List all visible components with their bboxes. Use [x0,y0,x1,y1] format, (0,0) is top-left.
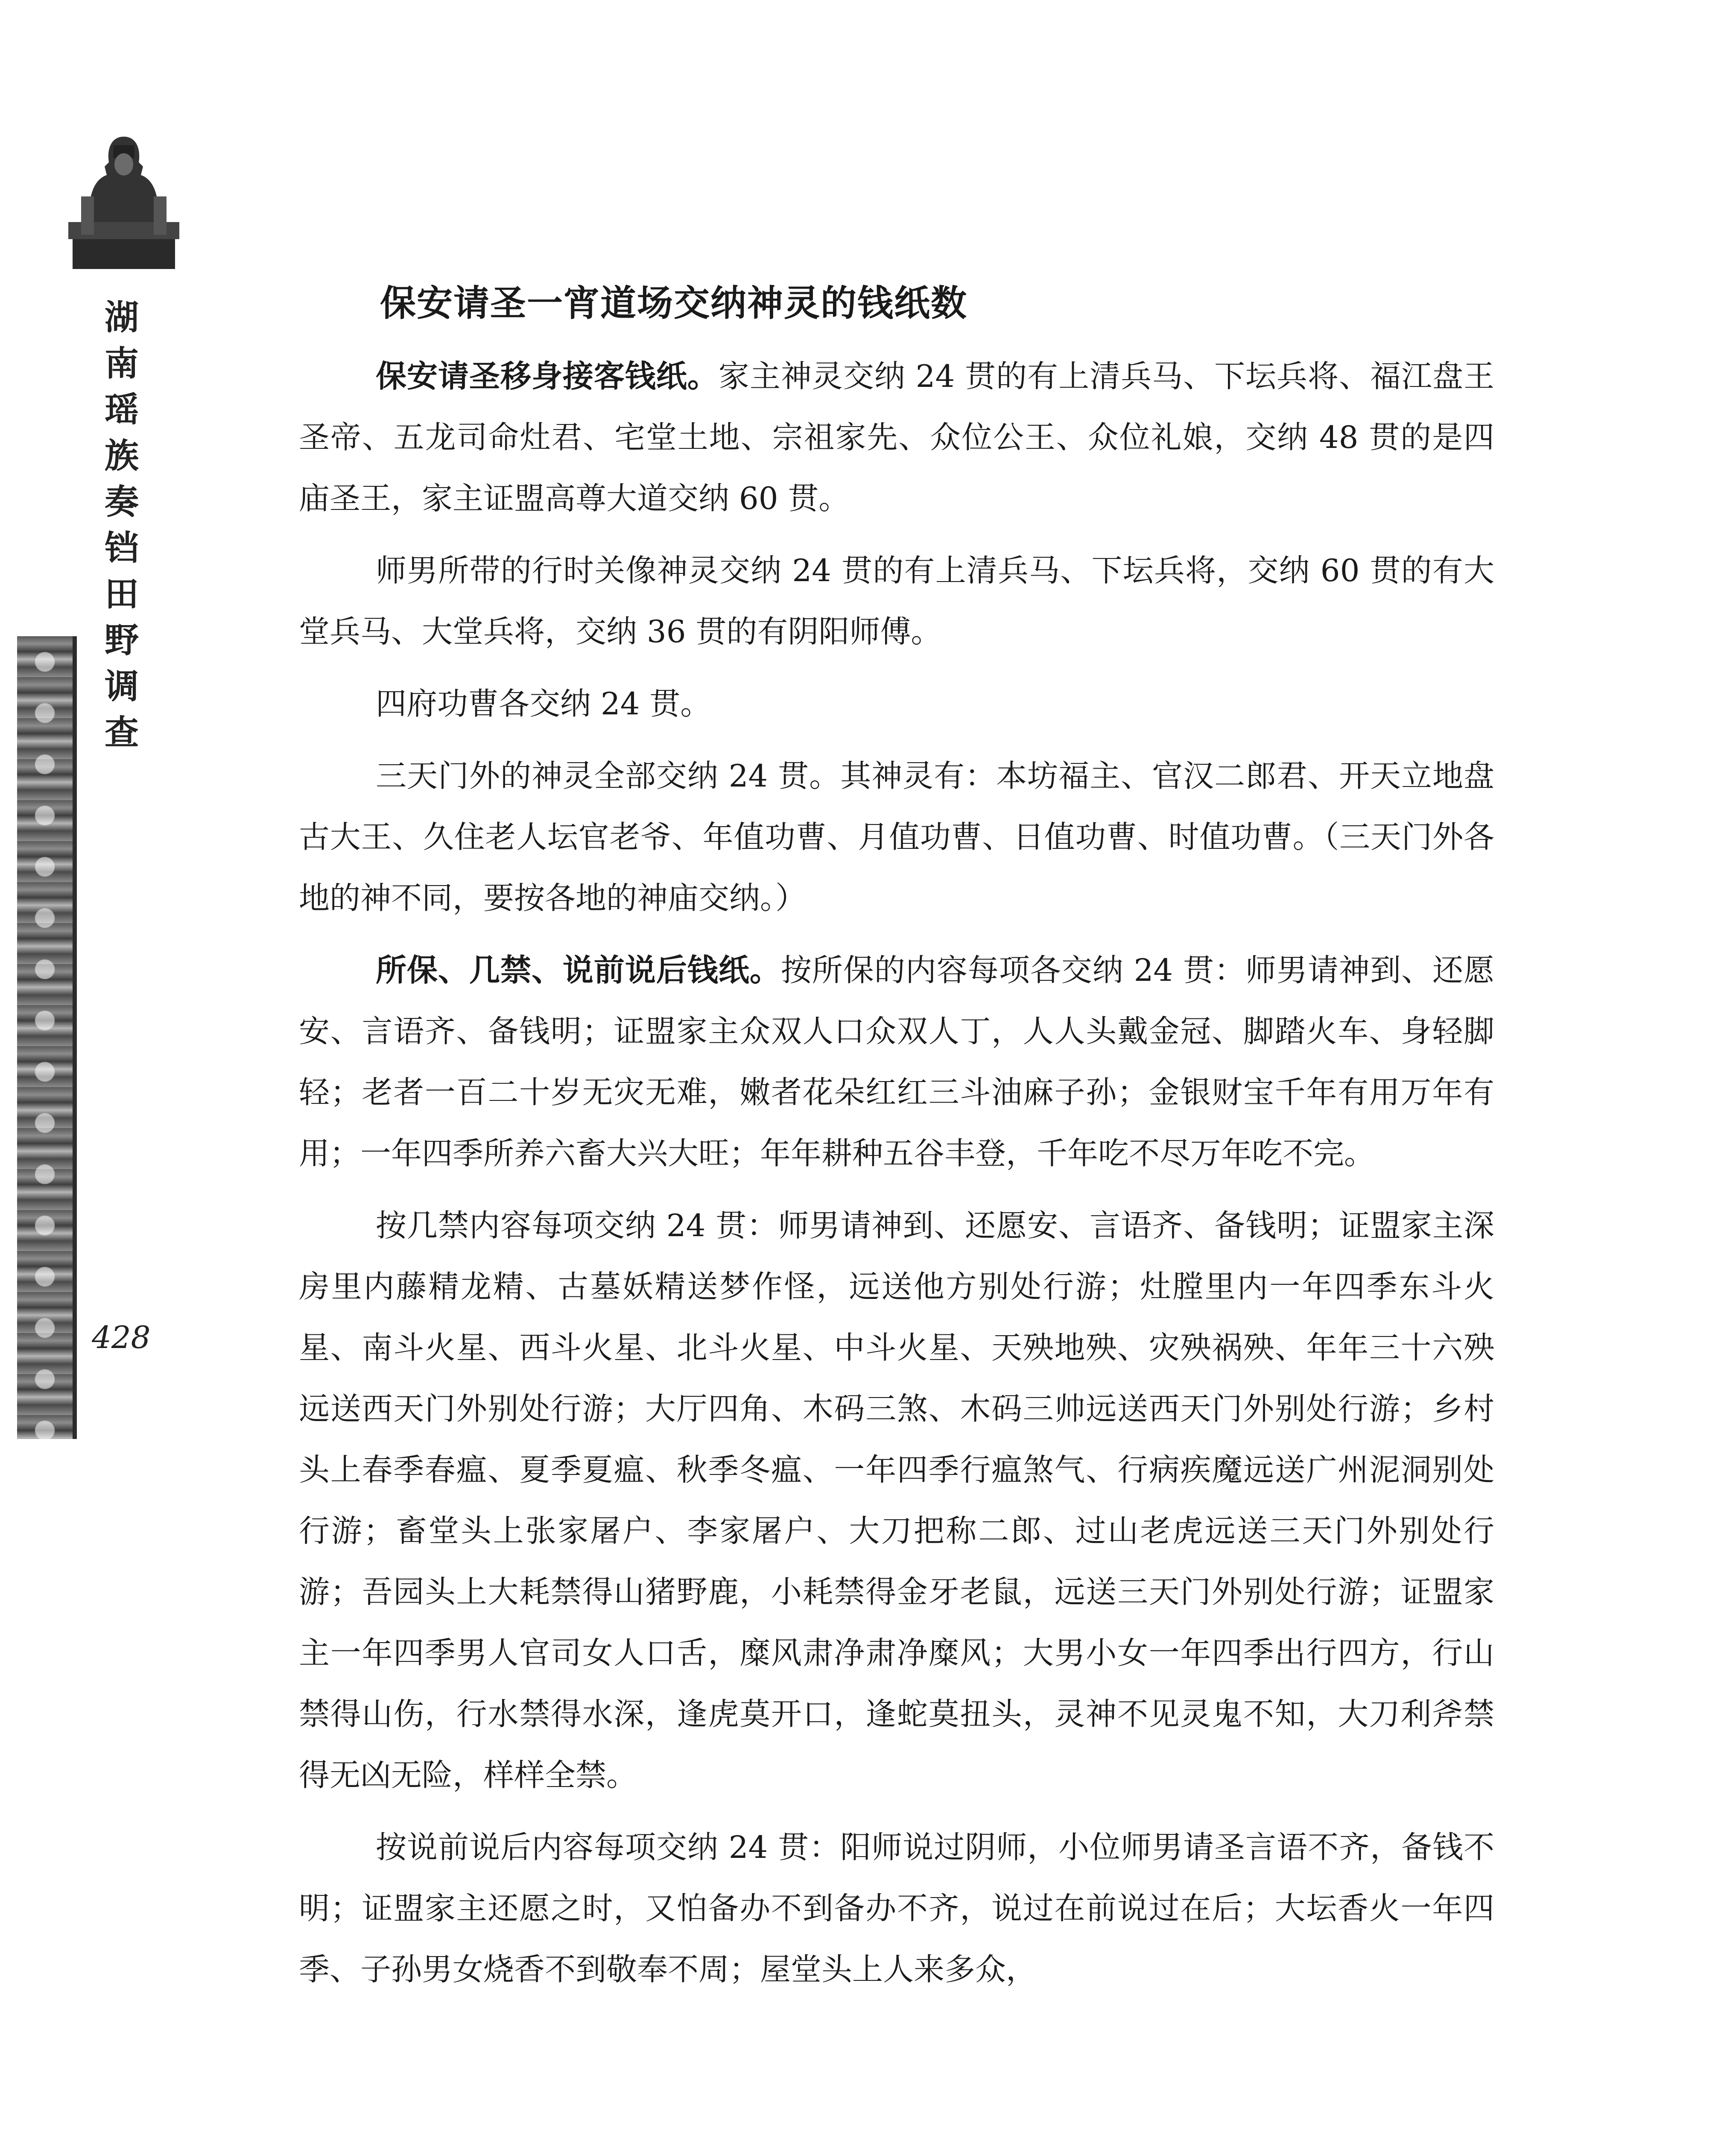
paragraph-text: 四府功曹各交纳 24 贯。 [376,686,711,722]
paragraph [299,540,1494,662]
side-decorative-band [17,636,85,1439]
paragraph [299,746,1494,929]
paragraph-text: 师男所带的行时关像神灵交纳 24 贯的有上清兵马、下坛兵将，交纳 60 贯的有大堂兵马、大堂兵将，交纳 36 贯的有阴阳师傅。 [299,553,1494,649]
book-title-vertical: 湖南瑶族奏铛田野调查 [105,298,139,752]
page-number: 428 [92,1319,151,1355]
paragraph [299,346,1494,529]
seated-figure-emblem-icon [64,128,184,273]
paragraph-lead: 所保、几禁、说前说后钱纸。 [376,952,781,988]
paragraph-text: 按说前说后内容每项交纳 24 贯：阳师说过阴师，小位师男请圣言语不齐，备钱不明；证盟家主还愿之时，又怕备办不到备办不齐，说过在前说过在后；大坛香火一年四季、子孙男女烧香不到敬奉不周；屋堂头上人来多众， [299,1829,1494,1987]
paragraph [299,1195,1494,1806]
paragraph [299,1817,1494,2000]
section-title: 保安请圣一宵道场交纳神灵的钱纸数 [380,282,968,324]
paragraph-text: 家主神灵交纳 24 贯的有上清兵马、下坛兵将、福江盘王圣帝、五龙司命灶君、宅堂土地、宗祖家先、众位公王、众位礼娘，交纳 48 贯的是四庙圣王，家主证盟高尊大道交纳 60 贯。 [299,358,1494,516]
paragraph-text: 按几禁内容每项交纳 24 贯：师男请神到、还愿安、言语齐、备钱明；证盟家主深房里内藤精龙精、古墓妖精送梦作怪，远送他方别处行游；灶膛里内一年四季东斗火星、南斗火星、西斗火星、北斗火星、中斗火星、天殃地殃、灾殃祸殃、年年三十六殃远送西天门外别处行游；大厅四角、木码三煞、木码三帅远送西天门外别处行游；乡村头上春季春瘟、夏季夏瘟、秋季冬瘟、一年四季行瘟煞气、行病疾魔远送广州泥洞别处行游；畜堂头上张家屠户、李家屠户、大刀把称二郎、过山老虎远送三天门外别处行游；吾园头上大耗禁得山猪野鹿，小耗禁得金牙老鼠，远送三天门外别处行游；证盟家主一年四季男人官司女人口舌，糜风肃净肃净糜风；大男小女一年四季出行四方，行山禁得山伤，行水禁得水深，逢虎莫开口，逢蛇莫扭头，灵神不见灵鬼不知，大刀利斧禁得无凶无险，样样全禁。 [299,1208,1494,1793]
pattern-strip [17,636,77,1439]
paragraph-lead: 保安请圣移身接客钱纸。 [376,358,719,394]
paragraph [299,673,1494,734]
main-content [299,273,1494,2011]
paragraph-text: 三天门外的神灵全部交纳 24 贯。其神灵有：本坊福主、官汉二郎君、开天立地盘古大王、久住老人坛官老爷、年值功曹、月值功曹、日值功曹、时值功曹。（三天门外各地的神不同，要按各地的神庙交纳。） [299,758,1494,916]
paragraph [299,940,1494,1184]
paragraph-text: 按所保的内容每项各交纳 24 贯：师男请神到、还愿安、言语齐、备钱明；证盟家主众双人口众双人丁，人人头戴金冠、脚踏火车、身轻脚轻；老者一百二十岁无灾无难，嫩者花朵红红三斗油麻子孙；金银财宝千年有用万年有用；一年四季所养六畜大兴大旺；年年耕种五谷丰登，千年吃不尽万年吃不完。 [299,952,1494,1171]
